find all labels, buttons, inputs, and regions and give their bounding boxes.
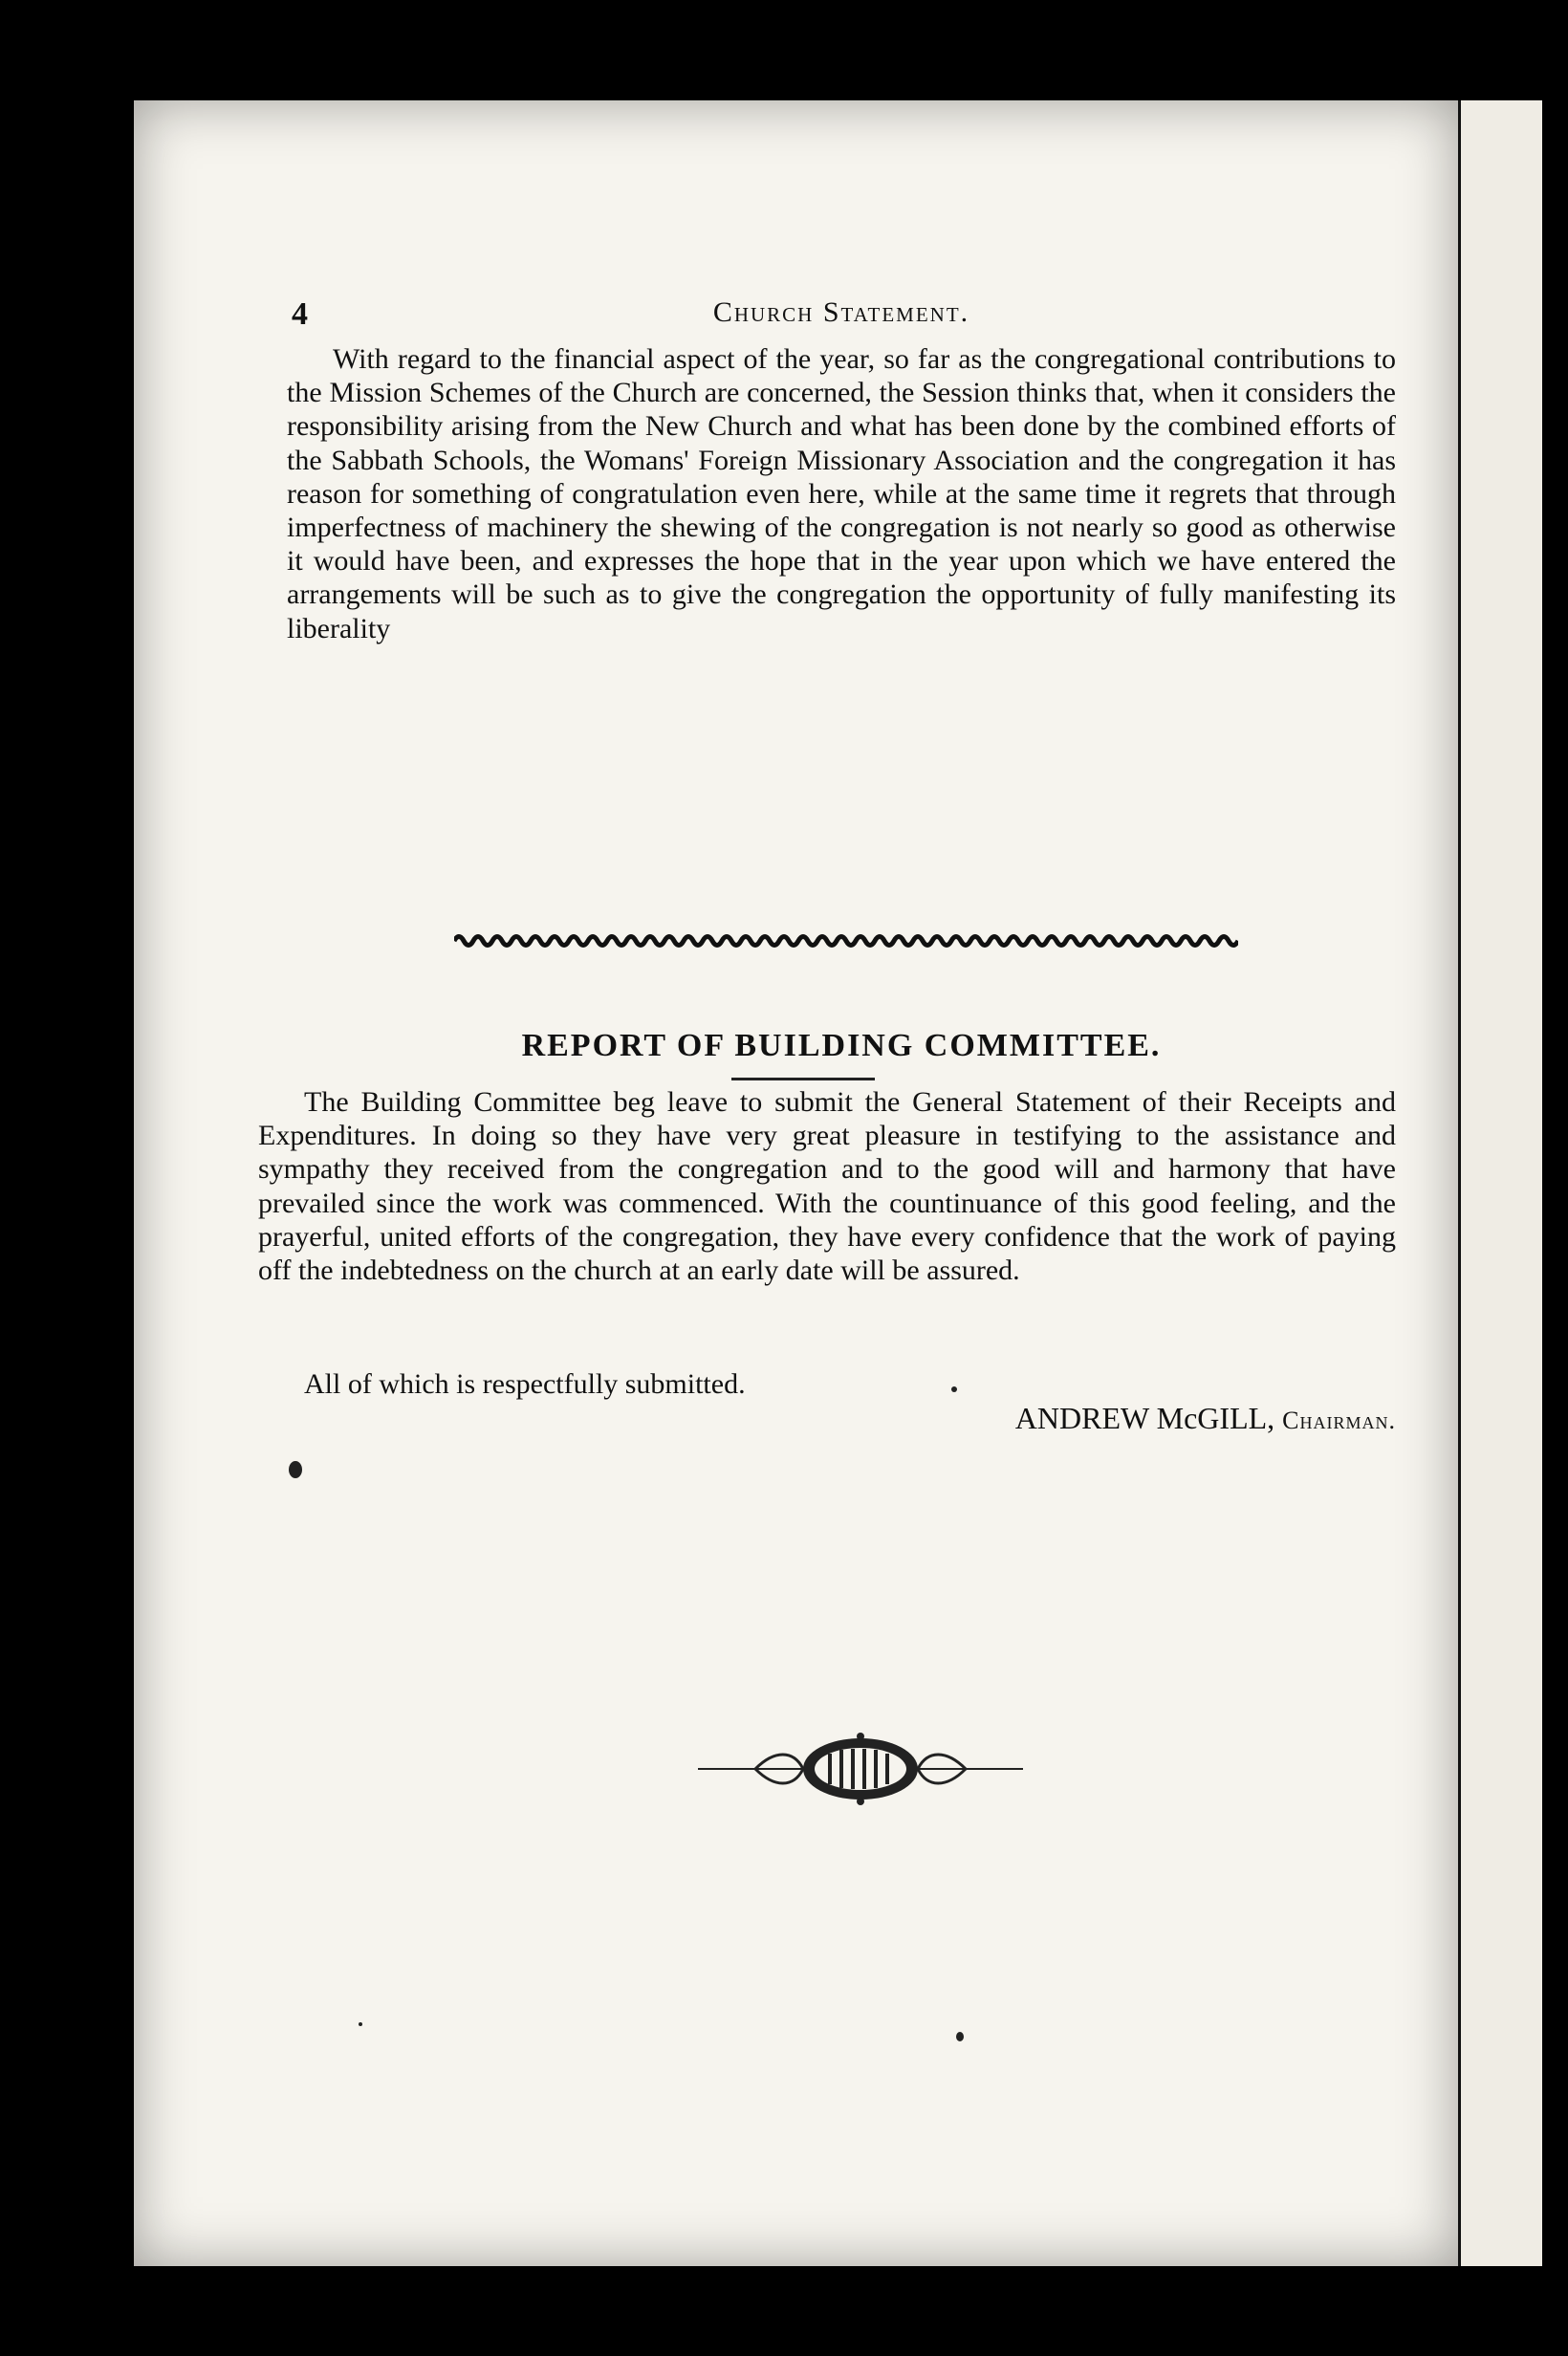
report-body: The Building Committee beg leave to submit the General Statement of their Receipts and Expenditures. In doing so they have very great pleasure in testifying to the assistance and sympathy they received from the congregation and to the good will and harmony that have prevailed since the work was commenced. With the countinuance of this good feeling, and the prayerful, united efforts of the congregation, they have every confidence that the work of paying off the indebtedness on the church at an early date will be assured. — [258, 1086, 1396, 1287]
signature — [258, 1401, 1396, 1436]
ink-speck — [956, 2032, 964, 2041]
signatory-name: ANDREW McGILL, — [1014, 1401, 1275, 1435]
title-rule — [731, 1078, 875, 1080]
report-title: REPORT OF BUILDING COMMITTEE. — [521, 1028, 1162, 1063]
ornament-icon — [698, 1731, 1023, 1807]
report-closing: All of which is respectfully submitted. — [304, 1368, 746, 1400]
page-number: 4 — [292, 296, 308, 332]
signatory-title: Chairman. — [1282, 1407, 1396, 1434]
ink-speck — [951, 1386, 957, 1392]
wavy-divider — [454, 932, 1238, 949]
financial-paragraph: With regard to the financial aspect of the year, so far as the congregational contributions to the Mission Schemes of the Church are concerned, the Session thinks that, when it considers the responsibility arising from the New Church and what has been done by the combined efforts of the Sabbath Schools, the Womans' Foreign Missionary Association and the congregation it has reason for something of congratulation even here, while at the same time it regrets that through imperfectness of machinery the shewing of the congregation is not nearly so good as otherwise it would have been, and expresses the hope that in the year upon which we have entered the arrangements will be such as to give the congregation the opportunity of fully manifesting its liberality — [287, 343, 1396, 644]
ink-speck — [359, 2022, 362, 2026]
adjacent-page-edge — [1458, 100, 1542, 2266]
ink-speck — [289, 1461, 302, 1478]
document-page — [134, 100, 1458, 2266]
running-head: Church Statement. — [712, 296, 970, 328]
